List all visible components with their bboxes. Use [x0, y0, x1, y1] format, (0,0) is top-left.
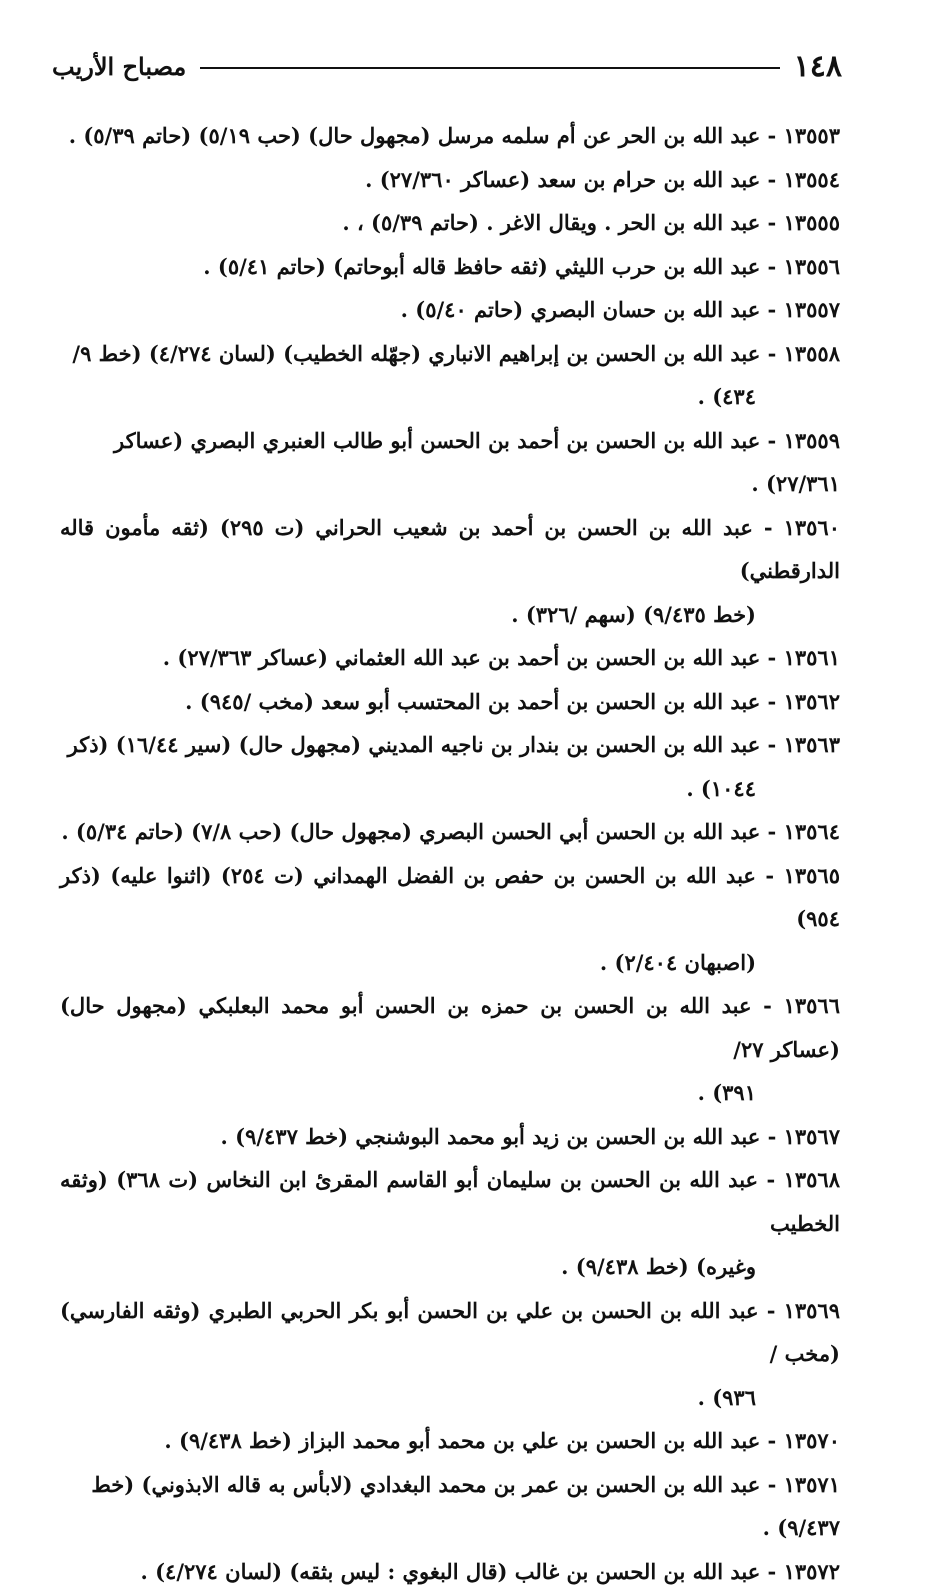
entry-text: ١٣٥٥٤ - عبد الله بن حرام بن سعد (عساكر ٢٧/٣٦٠) .: [365, 167, 840, 192]
entry-text: ١٣٥٥٣ - عبد الله بن الحر عن أم سلمه مرسل (مجهول حال) (حب ٥/١٩) (حاتم ٥/٣٩) .: [69, 123, 840, 148]
entry: [60, 114, 840, 158]
entry: [60, 332, 840, 419]
entry: [60, 984, 840, 1115]
entry-list: [60, 114, 840, 1593]
entry: [60, 288, 840, 332]
entry-text: ١٣٥٧٠ - عبد الله بن الحسن بن علي بن محمد أبو محمد البزاز (خط ٩/٤٣٨) .: [164, 1428, 840, 1453]
entry-text: ١٣٥٦٧ - عبد الله بن الحسن بن زيد أبو محمد البوشنجي (خط ٩/٤٣٧) .: [221, 1124, 840, 1149]
entry: [60, 1463, 840, 1550]
entry-text: ١٣٥٥٧ - عبد الله بن حسان البصري (حاتم ٥/٤٠) .: [401, 297, 840, 322]
entry: [60, 201, 840, 245]
entry: [60, 854, 840, 985]
entry: [60, 506, 840, 637]
header-rule: [200, 67, 779, 69]
entry-text: ١٣٥٥٨ - عبد الله بن الحسن بن إبراهيم الانباري (جهّله الخطيب) (لسان ٤/٢٧٤) (خط ٩/: [72, 341, 840, 366]
page-number: ١٤٨: [780, 49, 842, 84]
entry: [60, 1289, 840, 1420]
entry: [60, 1158, 840, 1289]
entry-text: ١٣٥٥٦ - عبد الله بن حرب الليثي (ثقه حافظ قاله أبوحاتم) (حاتم ٥/٤١) .: [203, 254, 840, 279]
entry-text: ١٣٥٦٤ - عبد الله بن الحسن أبي الحسن البصري (مجهول حال) (حب ٧/٨) (حاتم ٥/٣٤) .: [61, 819, 840, 844]
entry: [60, 245, 840, 289]
entry: [60, 158, 840, 202]
entry-text: ١٣٥٦٠ - عبد الله بن الحسن بن أحمد بن شعيب الحراني (ت ٢٩٥) (ثقه مأمون قاله الدارقطني): [60, 515, 840, 584]
entry-text: ١٣٥٦٥ - عبد الله بن الحسن بن حفص بن الفضل الهمداني (ت ٢٥٤) (اثنوا عليه) (ذكر ٩٥٤): [60, 863, 840, 932]
entry-continuation: ٩٣٦) .: [60, 1376, 840, 1420]
page-header: [52, 46, 842, 86]
book-title: مصباح الأريب: [52, 52, 200, 81]
entry: [60, 680, 840, 724]
entry-text: ١٣٥٦٢ - عبد الله بن الحسن بن أحمد بن المحتسب أبو سعد (مخب /٩٤٥) .: [185, 689, 840, 714]
entry: [60, 419, 840, 506]
entry-text: ١٣٥٦٣ - عبد الله بن الحسن بن بندار بن ناجيه المديني (مجهول حال) (سير ١٦/٤٤) (ذكر: [68, 732, 840, 757]
entry-continuation: ٣٩١) .: [60, 1071, 840, 1115]
entry-text: ١٣٥٧٢ - عبد الله بن الحسن بن غالب (قال البغوي : ليس بثقه) (لسان ٤/٢٧٤) .: [140, 1559, 840, 1584]
entry-continuation: (اصبهان ٢/٤٠٤) .: [60, 941, 840, 985]
entry: [60, 1550, 840, 1593]
entry-text: ١٣٥٦٦ - عبد الله بن الحسن بن حمزه بن الحسن أبو محمد البعلبكي (مجهول حال) (عساكر ٢٧/: [60, 993, 840, 1062]
entry-text: ١٣٥٦٩ - عبد الله بن الحسن بن علي بن الحسن أبو بكر الحربي الطبري (وثقه الفارسي) (مخب /: [60, 1298, 840, 1367]
entry: [60, 1115, 840, 1159]
entry: [60, 1419, 840, 1463]
entry: [60, 636, 840, 680]
entry-text: ١٣٥٥٥ - عبد الله بن الحر . ويقال الاغر . (حاتم ٥/٣٩) ، .: [342, 210, 840, 235]
entry-text: ١٣٥٧١ - عبد الله بن الحسن بن عمر بن محمد البغدادي (لابأس به قاله الابذوني) (خط ٩/٤٣٧) .: [91, 1472, 840, 1541]
entry-text: ١٣٥٦١ - عبد الله بن الحسن بن أحمد بن عبد الله العثماني (عساكر ٢٧/٣٦٣) .: [163, 645, 840, 670]
entry-continuation: وغيره) (خط ٩/٤٣٨) .: [60, 1245, 840, 1289]
entry: [60, 723, 840, 810]
entry-continuation: ٤٣٤) .: [60, 375, 840, 419]
entry: [60, 810, 840, 854]
entry-continuation: ١٠٤٤) .: [60, 767, 840, 811]
entry-text: ١٣٥٦٨ - عبد الله بن الحسن بن سليمان أبو القاسم المقرئ ابن النخاس (ت ٣٦٨) (وثقه الخطيب: [60, 1167, 840, 1236]
entry-continuation: (خط ٩/٤٣٥) (سهم /٣٢٦) .: [60, 593, 840, 637]
entry-text: ١٣٥٥٩ - عبد الله بن الحسن بن أحمد بن الحسن أبو طالب العنبري البصري (عساكر ٢٧/٣٦١) .: [114, 428, 840, 497]
